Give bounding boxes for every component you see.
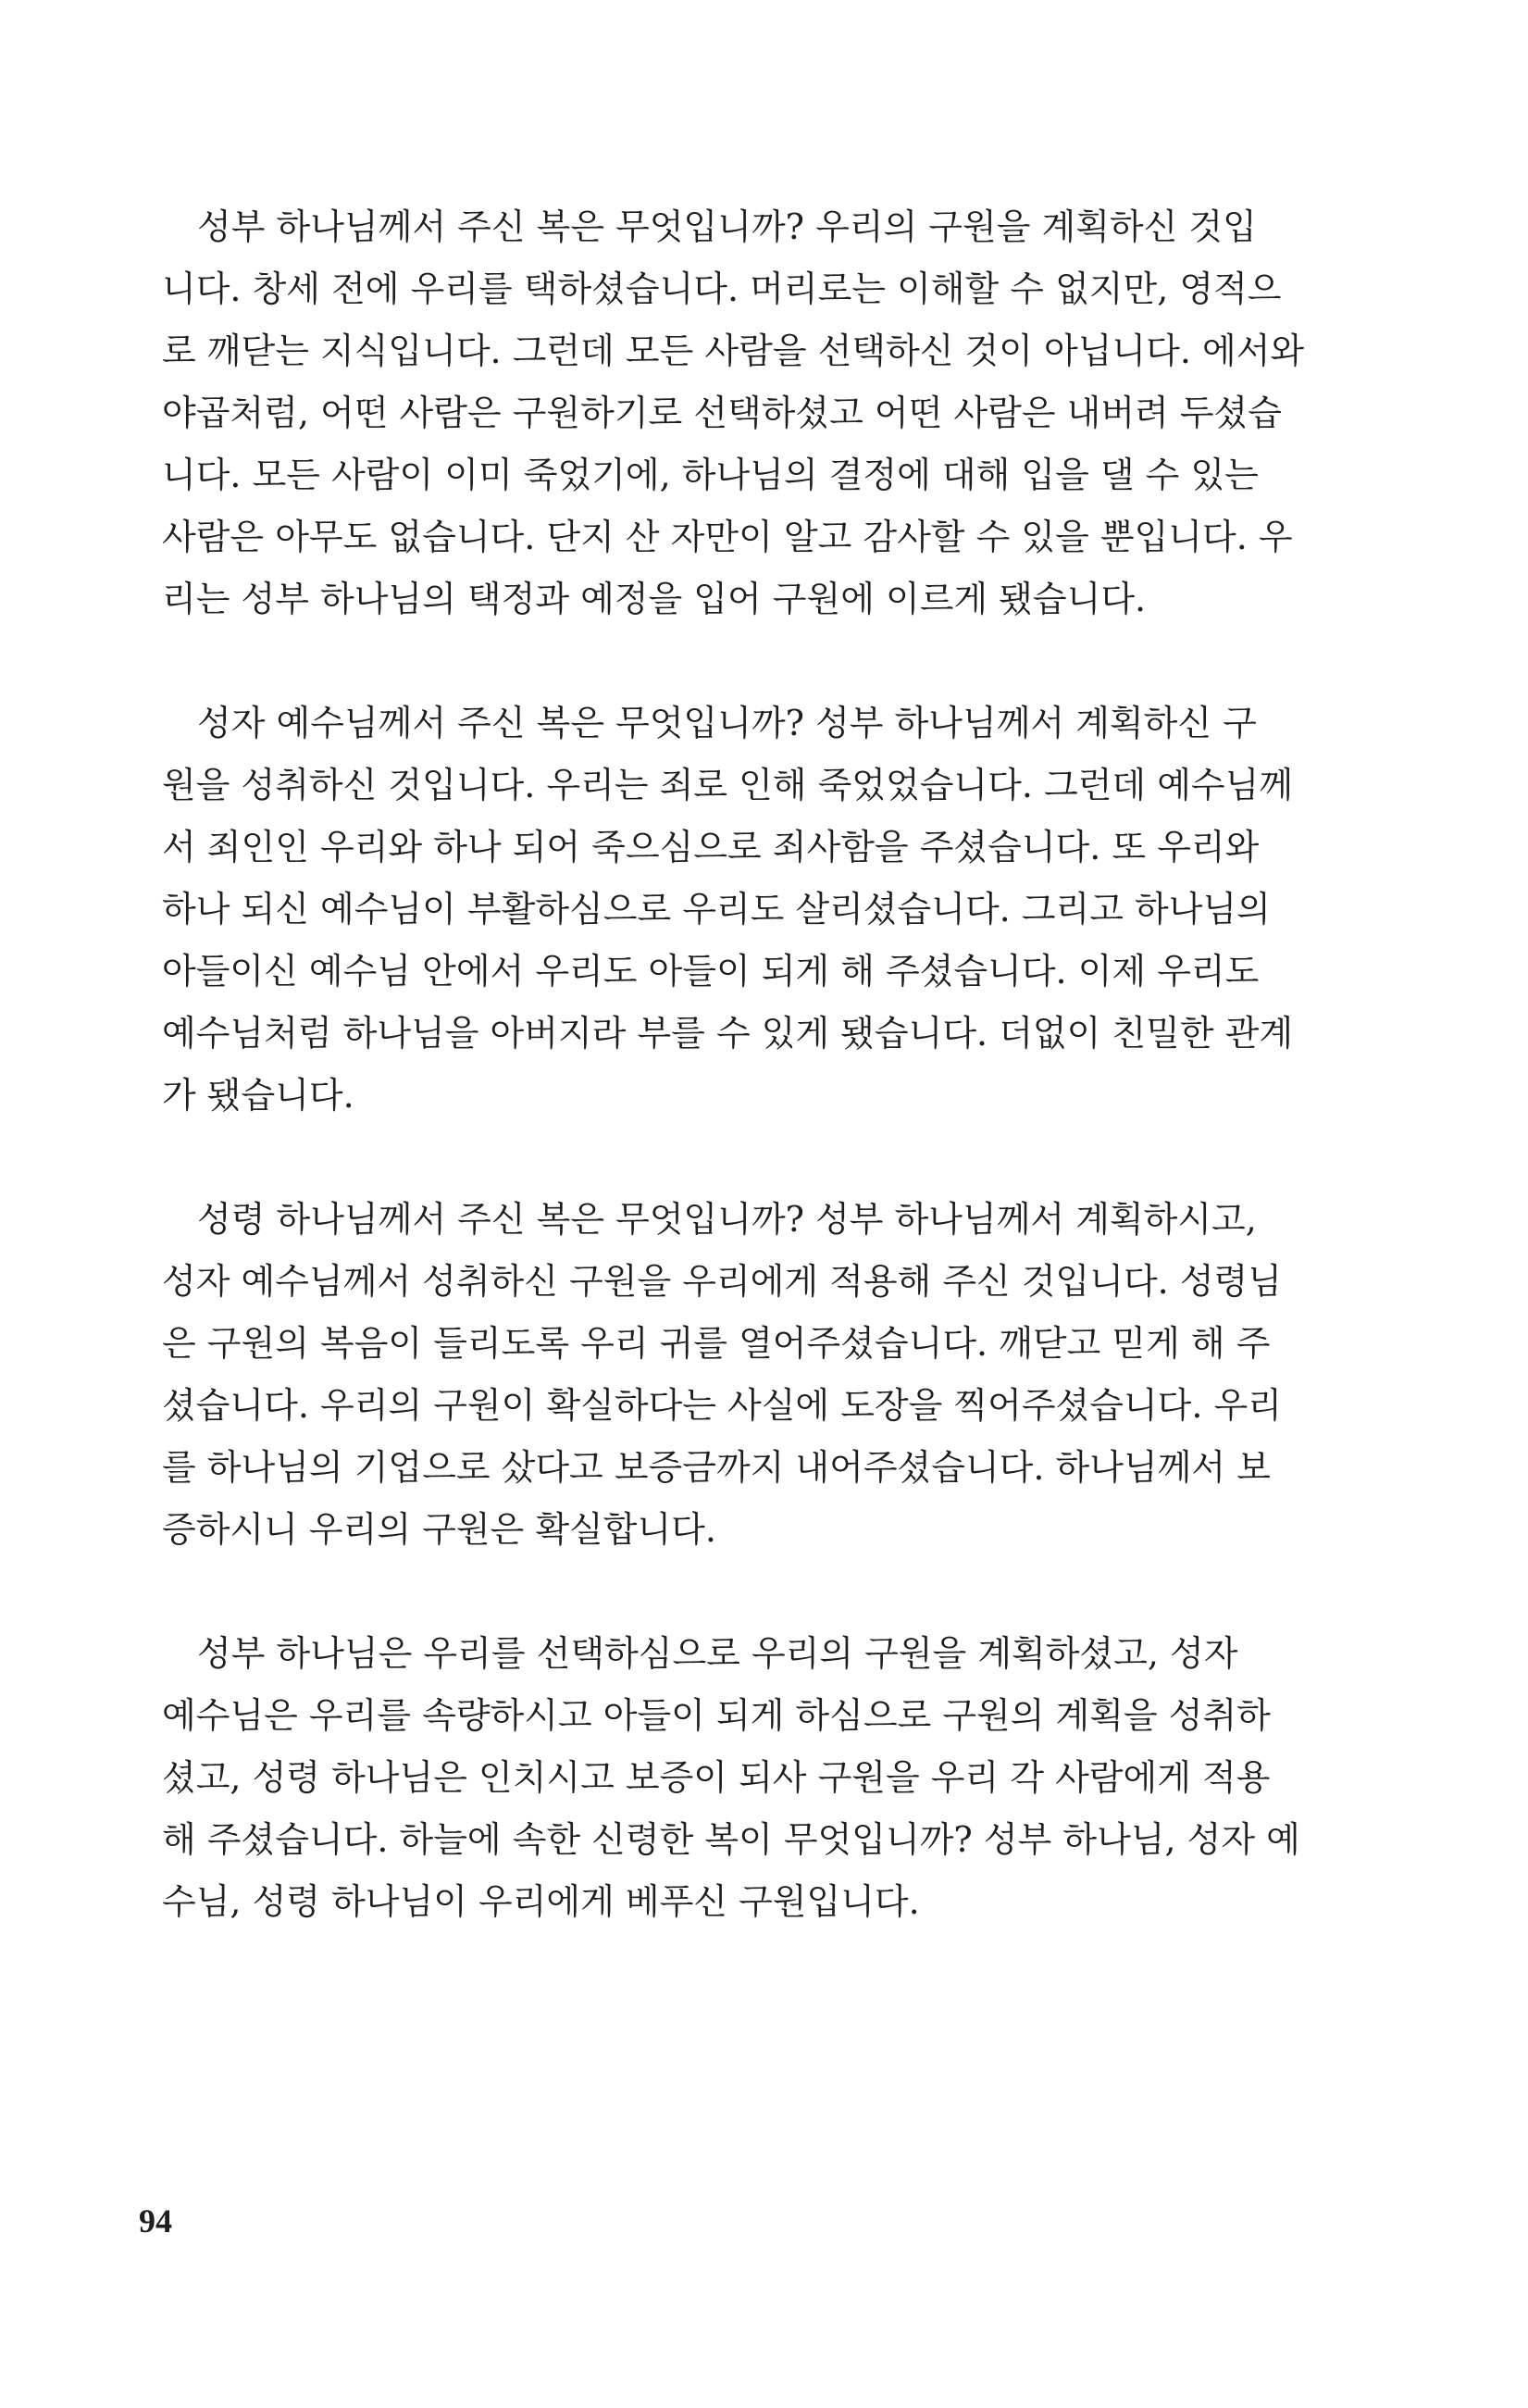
body-text	[162, 196, 1313, 1995]
text-line: 니다. 모든 사람이 이미 죽었기에, 하나님의 결정에 대해 입을 댈 수 있는	[162, 455, 1259, 495]
text-line: 로 깨닫는 지식입니다. 그런데 모든 사람을 선택하신 것이 아닙니다. 에서와	[162, 331, 1305, 371]
text-line: 성자 예수님께서 성취하신 구원을 우리에게 적용해 주신 것입니다. 성령님	[162, 1261, 1282, 1302]
paragraph-3	[162, 1189, 1313, 1561]
text-line: 셨습니다. 우리의 구원이 확실하다는 사실에 도장을 찍어주셨습니다. 우리	[162, 1385, 1282, 1426]
text-line: 예수님처럼 하나님을 아버지라 부를 수 있게 됐습니다. 더없이 친밀한 관계	[162, 1013, 1294, 1054]
text-line: 증하시니 우리의 구원은 확실합니다.	[162, 1509, 716, 1550]
text-line: 성령 하나님께서 주신 복은 무엇입니까? 성부 하나님께서 계획하시고,	[197, 1199, 1257, 1240]
text-line: 하나 되신 예수님이 부활하심으로 우리도 살리셨습니다. 그리고 하나님의	[162, 889, 1271, 930]
paragraph-2	[162, 692, 1313, 1127]
text-line: 성부 하나님께서 주신 복은 무엇입니까? 우리의 구원을 계획하신 것입	[197, 206, 1257, 247]
text-line: 예수님은 우리를 속량하시고 아들이 되게 하심으로 구원의 계획을 성취하	[162, 1695, 1271, 1736]
text-line: 해 주셨습니다. 하늘에 속한 신령한 복이 무엇입니까? 성부 하나님, 성자 예	[162, 1819, 1300, 1860]
text-line: 가 됐습니다.	[162, 1075, 354, 1116]
text-line: 수님, 성령 하나님이 우리에게 베푸신 구원입니다.	[162, 1881, 920, 1922]
text-line: 사람은 아무도 없습니다. 단지 산 자만이 알고 감사할 수 있을 뿐입니다. 우	[162, 517, 1293, 557]
text-line: 아들이신 예수님 안에서 우리도 아들이 되게 해 주셨습니다. 이제 우리도	[162, 951, 1260, 992]
text-line: 를 하나님의 기업으로 샀다고 보증금까지 내어주셨습니다. 하나님께서 보	[162, 1447, 1271, 1488]
text-line: 원을 성취하신 것입니다. 우리는 죄로 인해 죽었었습니다. 그런데 예수님께	[162, 765, 1294, 805]
text-line: 성부 하나님은 우리를 선택하심으로 우리의 구원을 계획하셨고, 성자	[197, 1633, 1238, 1674]
text-line: 서 죄인인 우리와 하나 되어 죽으심으로 죄사함을 주셨습니다. 또 우리와	[162, 827, 1260, 867]
paragraph-1	[162, 196, 1313, 630]
text-line: 성자 예수님께서 주신 복은 무엇입니까? 성부 하나님께서 계획하신 구	[197, 703, 1257, 743]
text-line: 야곱처럼, 어떤 사람은 구원하기로 선택하셨고 어떤 사람은 내버려 두셨습	[162, 393, 1282, 433]
paragraph-4	[162, 1623, 1313, 1933]
text-line: 셨고, 성령 하나님은 인치시고 보증이 되사 구원을 우리 각 사람에게 적용	[162, 1757, 1271, 1798]
page-number: 94	[139, 2202, 172, 2240]
text-line: 니다. 창세 전에 우리를 택하셨습니다. 머리로는 이해할 수 없지만, 영적으	[162, 268, 1282, 309]
text-line: 은 구원의 복음이 들리도록 우리 귀를 열어주셨습니다. 깨닫고 믿게 해 주	[162, 1323, 1271, 1364]
text-line: 리는 성부 하나님의 택정과 예정을 입어 구원에 이르게 됐습니다.	[162, 579, 1147, 619]
